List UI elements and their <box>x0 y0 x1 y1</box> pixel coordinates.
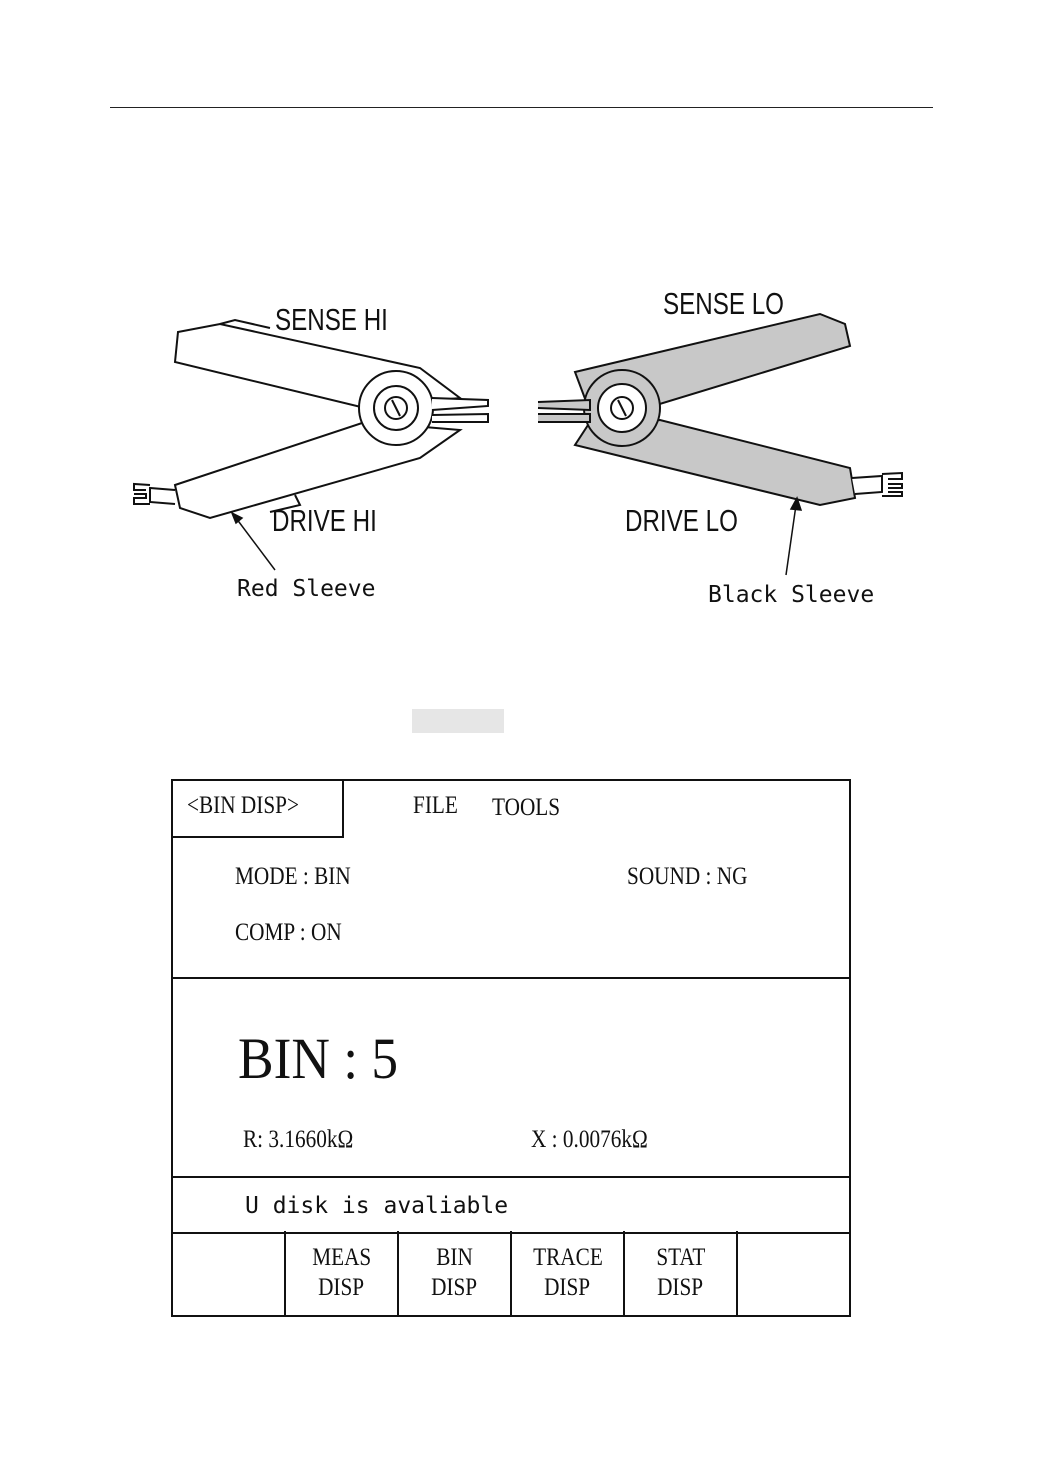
softkey-label: BIN <box>436 1244 473 1271</box>
kelvin-clip-drawing <box>120 280 920 620</box>
divider <box>173 977 849 979</box>
right-cable-end <box>852 473 902 496</box>
softkey-label: DISP <box>657 1274 704 1301</box>
black-sleeve-label: Black Sleeve <box>708 582 875 608</box>
softkey-6[interactable] <box>738 1231 849 1315</box>
sound-field[interactable]: SOUND : NG <box>627 863 748 890</box>
page-tab-label: <BIN DISP> <box>187 792 299 819</box>
highlight-mark <box>412 709 504 733</box>
drive-hi-label: DRIVE HI <box>272 503 377 538</box>
kelvin-clip-figure <box>120 280 920 620</box>
mode-field[interactable]: MODE : BIN <box>235 863 351 890</box>
softkey-stat-disp[interactable] <box>625 1231 738 1315</box>
softkey-label: DISP <box>544 1274 591 1301</box>
softkey-bar <box>173 1231 849 1315</box>
menu-file[interactable]: FILE <box>413 792 458 819</box>
drive-lo-label: DRIVE LO <box>625 503 738 538</box>
bin-result: BIN : 5 <box>238 1026 399 1091</box>
x-value: X : 0.0076kΩ <box>531 1126 648 1153</box>
instrument-screen <box>171 779 851 1317</box>
right-clip <box>538 314 855 505</box>
r-value: R: 3.1660kΩ <box>243 1126 354 1153</box>
left-clip <box>134 320 488 518</box>
softkey-label: TRACE <box>532 1244 603 1271</box>
softkey-label: STAT <box>655 1244 706 1271</box>
header-rule <box>110 107 933 108</box>
divider <box>173 1176 849 1178</box>
softkey-meas-disp[interactable] <box>286 1231 399 1315</box>
softkey-label: DISP <box>318 1274 365 1301</box>
status-message: U disk is avaliable <box>245 1193 509 1219</box>
softkey-bin-disp[interactable] <box>399 1231 512 1315</box>
softkey-trace-disp[interactable] <box>512 1231 625 1315</box>
comp-field[interactable]: COMP : ON <box>235 919 342 946</box>
page-tab[interactable] <box>173 781 344 838</box>
softkey-1[interactable] <box>173 1231 286 1315</box>
sense-hi-label: SENSE HI <box>275 302 388 337</box>
softkey-label: DISP <box>431 1274 478 1301</box>
red-sleeve-label: Red Sleeve <box>237 576 376 602</box>
sense-lo-label: SENSE LO <box>663 286 784 321</box>
menu-tools[interactable]: TOOLS <box>492 794 561 821</box>
softkey-label: MEAS <box>311 1244 372 1271</box>
